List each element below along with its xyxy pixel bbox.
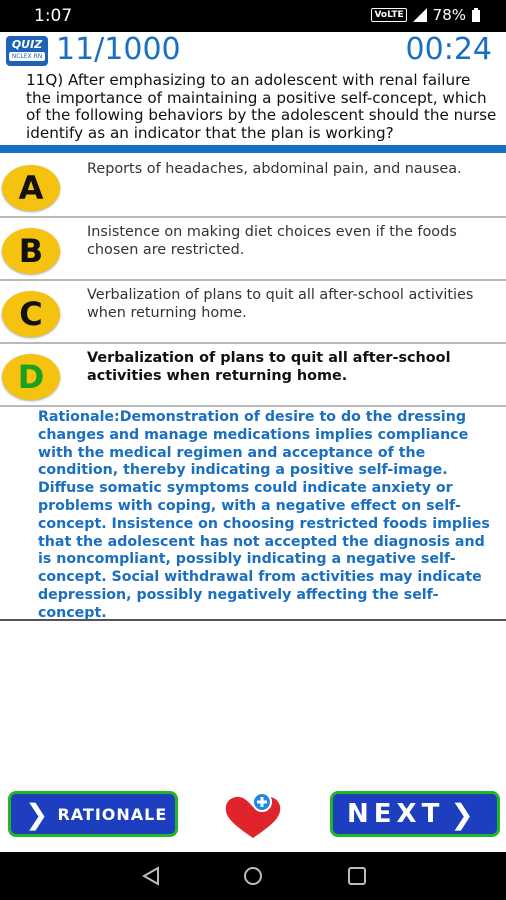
next-button[interactable] bbox=[330, 791, 500, 837]
app-logo bbox=[6, 36, 48, 66]
status-time: 1:07 bbox=[34, 6, 73, 26]
next-button-label: NEXT bbox=[347, 799, 445, 829]
option-a-badge: A bbox=[2, 165, 60, 211]
system-nav-bar bbox=[0, 852, 506, 900]
battery-icon bbox=[472, 8, 480, 22]
option-c-text: Verbalization of plans to quit all after-school activities when returning home. bbox=[87, 287, 474, 321]
question-text: 11Q) After emphasizing to an adolescent with renal failure the importance of maintaining a positive self-concept, which of the following behaviors by the adolescent should the nurse identify as an indicator that the plan is working? bbox=[26, 71, 497, 142]
recents-square-icon[interactable] bbox=[346, 865, 368, 887]
option-c-badge: C bbox=[2, 291, 60, 337]
question-counter: 11/1000 bbox=[56, 32, 181, 67]
logo-title: QUIZ bbox=[11, 38, 43, 51]
status-bar bbox=[0, 0, 506, 32]
rationale-panel bbox=[0, 405, 506, 621]
signal-icon bbox=[413, 8, 427, 22]
option-b-badge: B bbox=[2, 228, 60, 274]
option-c[interactable] bbox=[0, 281, 506, 344]
rationale-button-label: RATIONALE bbox=[57, 804, 168, 824]
option-d[interactable] bbox=[0, 344, 506, 407]
heart-plus-icon[interactable] bbox=[222, 790, 284, 840]
volte-icon: VoLTE bbox=[371, 8, 406, 22]
battery-percent: 78% bbox=[432, 6, 466, 24]
chevron-right-icon: ❯ bbox=[450, 797, 479, 831]
home-circle-icon[interactable] bbox=[242, 865, 264, 887]
question-divider bbox=[0, 145, 506, 153]
status-icons bbox=[371, 6, 480, 24]
back-triangle-icon[interactable] bbox=[140, 865, 162, 887]
option-d-text: Verbalization of plans to quit all after-school activities when returning home. bbox=[87, 350, 451, 384]
quiz-header bbox=[0, 32, 506, 72]
option-b[interactable] bbox=[0, 218, 506, 281]
option-d-badge: D bbox=[2, 354, 60, 400]
chevron-right-icon: ❯ bbox=[25, 797, 50, 831]
rationale-text: Rationale:Demonstration of desire to do the dressing changes and manage medications implies compliance with the medical regimen and acceptance of the condition, thereby indicating a positive self-image. Diffuse somatic symptoms could indicate anxiety or problems with coping, with a negative effect on self-concept. Insistence on choosing restricted foods implies that the adolescent has not accepted the diagnosis and is noncompliant, possibly indicating a negative self-concept. Social withdrawal from activities may indicate depression, possibly negatively affecting the self-concept. bbox=[38, 409, 490, 621]
rationale-button[interactable] bbox=[8, 791, 178, 837]
option-b-text: Insistence on making diet choices even if the foods chosen are restricted. bbox=[87, 224, 457, 258]
option-a[interactable] bbox=[0, 155, 506, 218]
logo-subtitle: NCLEX RN bbox=[9, 52, 45, 61]
option-a-text: Reports of headaches, abdominal pain, and nausea. bbox=[87, 161, 462, 177]
quiz-timer: 00:24 bbox=[405, 32, 492, 67]
